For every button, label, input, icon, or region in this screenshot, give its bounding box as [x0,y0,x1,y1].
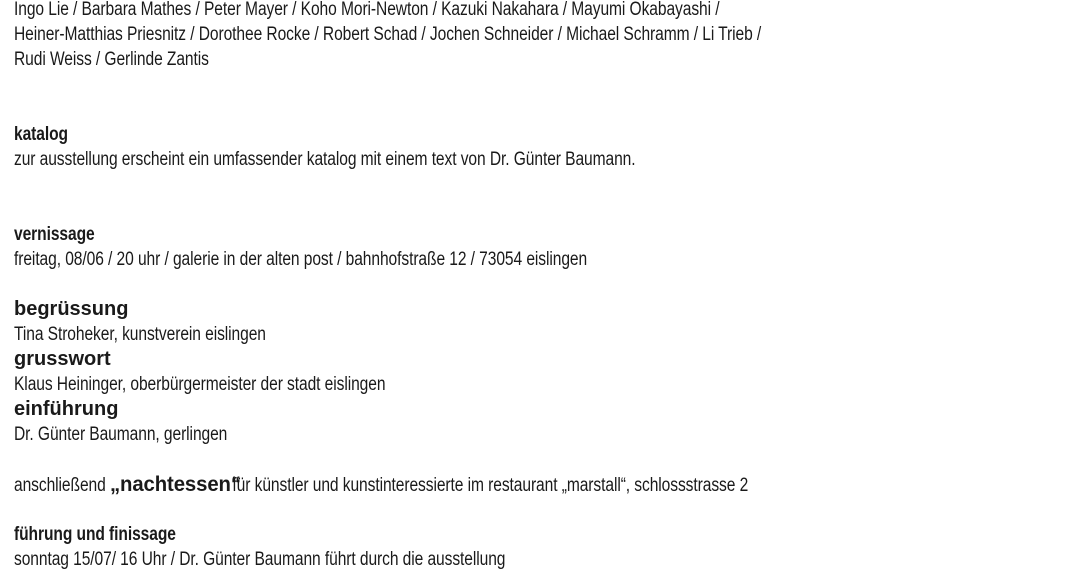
katalog-heading: katalog [14,124,68,145]
finissage-heading: führung und finissage [14,524,176,545]
spacer [14,447,1064,472]
spacer [14,72,1064,122]
artist-list-line-1: Ingo Lie / Barbara Mathes / Peter Mayer / Koho Mori-Newton / Kazuki Nakahara / Mayumi Okabayashi / [14,0,720,20]
dinner-prefix: anschließend [14,475,106,496]
begruessung-text: Tina Stroheker, kunstverein eislingen [14,324,266,345]
vernissage-text: freitag, 08/06 / 20 uhr / galerie in der alten post / bahnhofstraße 12 / 73054 eislingen [14,249,588,270]
spacer [14,272,1064,297]
finissage-text: sonntag 15/07/ 16 Uhr / Dr. Günter Baumann führt durch die ausstellung [14,549,506,570]
artist-list-line-2: Heiner-Matthias Priesnitz / Dorothee Rocke / Robert Schad / Jochen Schneider / Michael Schramm / Li Trieb / [14,24,762,45]
grusswort-heading: grusswort [14,348,111,370]
spacer [14,497,1064,522]
artist-list-line-3: Rudi Weiss / Gerlinde Zantis [14,49,209,70]
dinner-line [14,472,875,497]
begruessung-heading: begrüssung [14,298,129,320]
grusswort-text: Klaus Heininger, oberbürgermeister der stadt eislingen [14,374,386,395]
einfuehrung-heading: einführung [14,398,119,420]
spacer [14,172,1064,222]
exhibition-info [14,0,1064,572]
dinner-highlight: „nachtessen“ [109,473,241,496]
vernissage-heading: vernissage [14,224,95,245]
dinner-suffix: für künstler und kunstinteressierte im restaurant „marstall“, schlossstrasse 2 [232,475,749,496]
einfuehrung-text: Dr. Günter Baumann, gerlingen [14,424,228,445]
katalog-text: zur ausstellung erscheint ein umfassender katalog mit einem text von Dr. Günter Baumann. [14,149,636,170]
